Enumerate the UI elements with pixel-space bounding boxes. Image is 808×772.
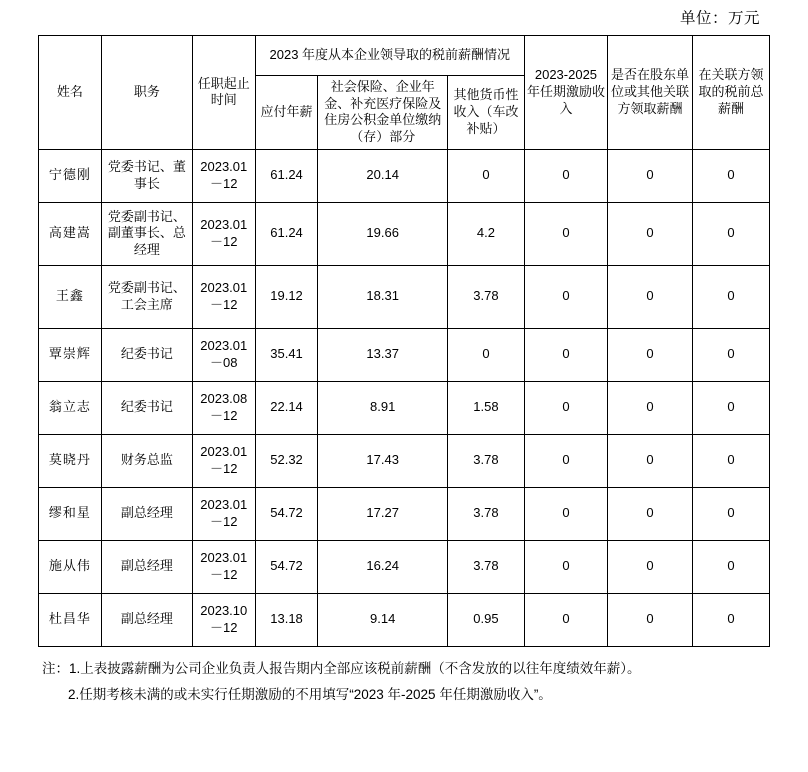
cell-pay: 54.72 (255, 540, 318, 593)
cell-name: 高建嵩 (39, 202, 102, 265)
col-header-name: 姓名 (39, 36, 102, 150)
cell-post: 党委副书记、副董事长、总经理 (101, 202, 192, 265)
cell-incentive: 0 (524, 434, 607, 487)
table-row (39, 593, 770, 646)
cell-name: 王鑫 (39, 265, 102, 328)
cell-shareholder: 0 (607, 540, 692, 593)
cell-related: 0 (692, 265, 769, 328)
table-row (39, 540, 770, 593)
cell-term: 2023.01－08 (192, 328, 255, 381)
cell-shareholder: 0 (607, 265, 692, 328)
cell-other: 3.78 (447, 265, 524, 328)
cell-other: 3.78 (447, 434, 524, 487)
cell-related: 0 (692, 149, 769, 202)
cell-post: 副总经理 (101, 593, 192, 646)
cell-shareholder: 0 (607, 149, 692, 202)
note-line-2: 2.任期考核未满的或未实行任期激励的不用填写“2023 年-2025 年任期激励收入”。 (68, 686, 552, 702)
cell-pay: 13.18 (255, 593, 318, 646)
cell-incentive: 0 (524, 487, 607, 540)
cell-pay: 35.41 (255, 328, 318, 381)
table-row (39, 487, 770, 540)
cell-post: 党委书记、董事长 (101, 149, 192, 202)
cell-term: 2023.01－12 (192, 265, 255, 328)
cell-incentive: 0 (524, 381, 607, 434)
cell-term: 2023.01－12 (192, 149, 255, 202)
cell-post: 副总经理 (101, 540, 192, 593)
cell-name: 宁德刚 (39, 149, 102, 202)
cell-related: 0 (692, 593, 769, 646)
cell-related: 0 (692, 202, 769, 265)
cell-name: 缪和星 (39, 487, 102, 540)
cell-related: 0 (692, 540, 769, 593)
cell-insurance: 8.91 (318, 381, 448, 434)
cell-term: 2023.01－12 (192, 434, 255, 487)
col-header-group-pretax: 2023 年度从本企业领导取的税前薪酬情况 (255, 36, 524, 76)
cell-shareholder: 0 (607, 328, 692, 381)
table-header-row-group (39, 36, 770, 76)
cell-insurance: 16.24 (318, 540, 448, 593)
cell-name: 杜昌华 (39, 593, 102, 646)
cell-term: 2023.08－12 (192, 381, 255, 434)
table-body (39, 149, 770, 646)
cell-name: 莫晓丹 (39, 434, 102, 487)
cell-incentive: 0 (524, 540, 607, 593)
cell-post: 纪委书记 (101, 328, 192, 381)
col-header-other: 其他货币性收入（车改补贴） (447, 76, 524, 150)
cell-insurance: 20.14 (318, 149, 448, 202)
cell-incentive: 0 (524, 149, 607, 202)
cell-term: 2023.01－12 (192, 487, 255, 540)
cell-insurance: 17.43 (318, 434, 448, 487)
cell-other: 4.2 (447, 202, 524, 265)
unit-label: 单位：万元 (679, 10, 760, 27)
salary-table (38, 35, 770, 647)
cell-term: 2023.01－12 (192, 540, 255, 593)
table-row (39, 434, 770, 487)
cell-pay: 54.72 (255, 487, 318, 540)
cell-insurance: 18.31 (318, 265, 448, 328)
cell-insurance: 9.14 (318, 593, 448, 646)
cell-insurance: 17.27 (318, 487, 448, 540)
cell-shareholder: 0 (607, 434, 692, 487)
table-row (39, 265, 770, 328)
col-header-insurance: 社会保险、企业年金、补充医疗保险及住房公积金单位缴纳（存）部分 (318, 76, 448, 150)
cell-related: 0 (692, 328, 769, 381)
cell-post: 副总经理 (101, 487, 192, 540)
cell-related: 0 (692, 381, 769, 434)
cell-name: 覃崇辉 (39, 328, 102, 381)
col-header-term: 任职起止时间 (192, 36, 255, 150)
table-header (39, 36, 770, 150)
cell-pay: 19.12 (255, 265, 318, 328)
cell-pay: 22.14 (255, 381, 318, 434)
cell-incentive: 0 (524, 202, 607, 265)
cell-pay: 61.24 (255, 149, 318, 202)
cell-shareholder: 0 (607, 593, 692, 646)
cell-incentive: 0 (524, 265, 607, 328)
table-row (39, 381, 770, 434)
cell-term: 2023.10－12 (192, 593, 255, 646)
cell-name: 施从伟 (39, 540, 102, 593)
cell-other: 0 (447, 328, 524, 381)
cell-other: 0.95 (447, 593, 524, 646)
cell-post: 纪委书记 (101, 381, 192, 434)
cell-insurance: 19.66 (318, 202, 448, 265)
table-row (39, 202, 770, 265)
col-header-incentive: 2023-2025 年任期激励收入 (524, 36, 607, 150)
cell-shareholder: 0 (607, 381, 692, 434)
cell-shareholder: 0 (607, 202, 692, 265)
cell-post: 党委副书记、工会主席 (101, 265, 192, 328)
cell-insurance: 13.37 (318, 328, 448, 381)
cell-post: 财务总监 (101, 434, 192, 487)
cell-pay: 61.24 (255, 202, 318, 265)
table-row (39, 149, 770, 202)
cell-related: 0 (692, 487, 769, 540)
col-header-pay: 应付年薪 (255, 76, 318, 150)
cell-name: 翁立志 (39, 381, 102, 434)
cell-other: 0 (447, 149, 524, 202)
cell-related: 0 (692, 434, 769, 487)
cell-term: 2023.01－12 (192, 202, 255, 265)
col-header-post: 职务 (101, 36, 192, 150)
table-row (39, 328, 770, 381)
cell-incentive: 0 (524, 328, 607, 381)
cell-incentive: 0 (524, 593, 607, 646)
col-header-shareholder: 是否在股东单位或其他关联方领取薪酬 (607, 36, 692, 150)
table-notes (38, 656, 770, 709)
cell-pay: 52.32 (255, 434, 318, 487)
note-line-1: 注：1.上表披露薪酬为公司企业负责人报告期内全部应该税前薪酬（不含发放的以往年度绩效年薪）。 (42, 660, 641, 676)
cell-other: 1.58 (447, 381, 524, 434)
cell-other: 3.78 (447, 540, 524, 593)
cell-shareholder: 0 (607, 487, 692, 540)
cell-other: 3.78 (447, 487, 524, 540)
col-header-related: 在关联方领取的税前总薪酬 (692, 36, 769, 150)
